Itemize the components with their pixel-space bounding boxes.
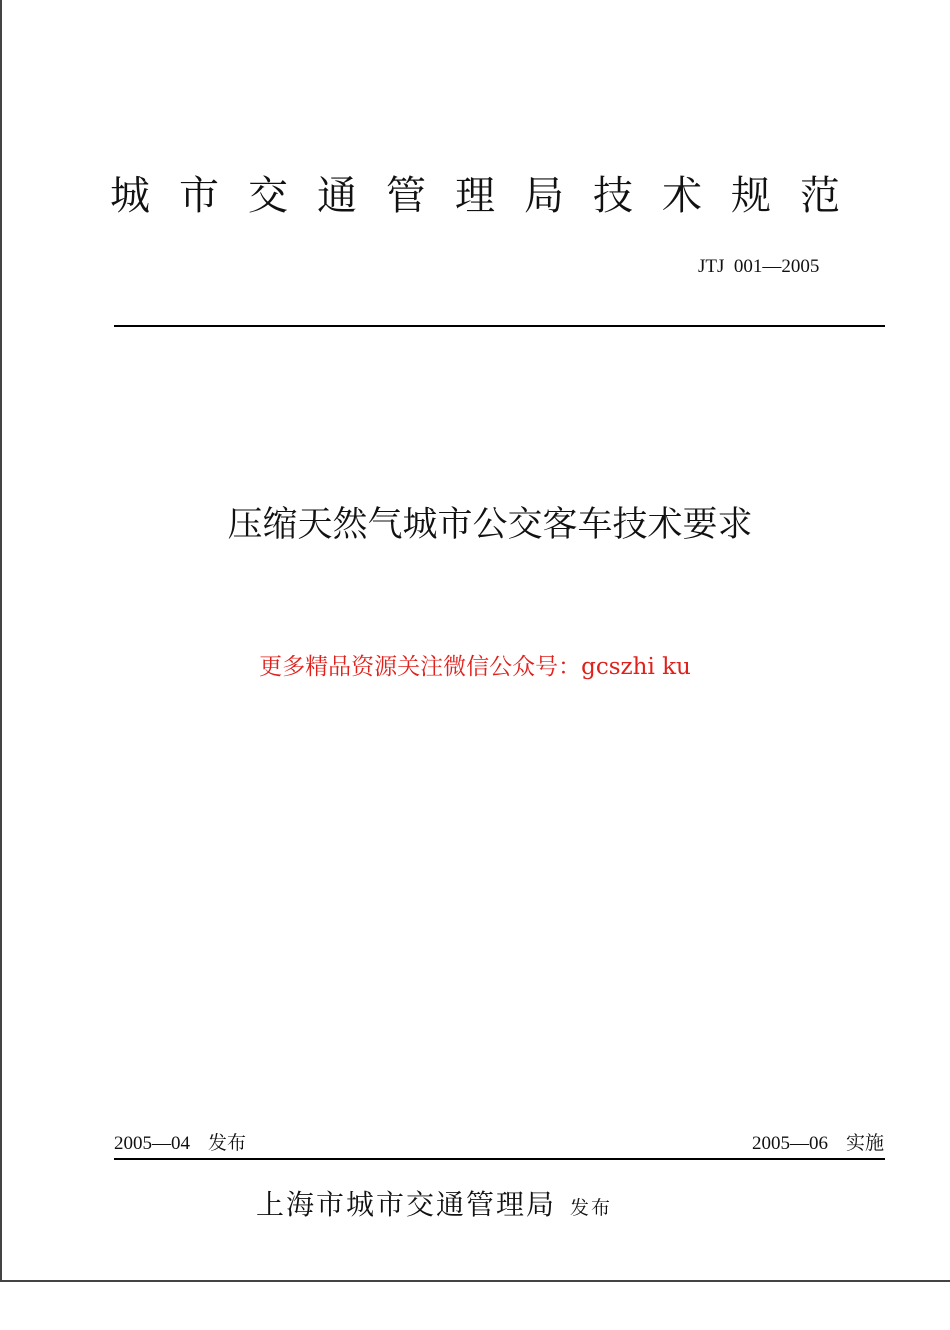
issue-label: 发布 bbox=[208, 1132, 247, 1154]
page-left-border bbox=[0, 0, 2, 1282]
footer-divider bbox=[114, 1158, 885, 1160]
publisher-line bbox=[256, 1186, 612, 1227]
publisher-name: 上海市城市交通管理局 bbox=[256, 1188, 557, 1221]
issue-date: 2005—04 bbox=[114, 1133, 190, 1154]
issue-date-line bbox=[114, 1130, 246, 1157]
standard-code: JTJ 001—2005 bbox=[698, 256, 820, 277]
effective-date-line bbox=[752, 1130, 884, 1157]
document-title: 压缩天然气城市公交客车技术要求 bbox=[227, 505, 753, 545]
effective-label: 实施 bbox=[845, 1132, 884, 1154]
page-bottom-border bbox=[0, 1280, 950, 1282]
effective-date: 2005—06 bbox=[751, 1133, 828, 1154]
promo-text: 更多精品资源关注微信公众号：gcszhi ku bbox=[259, 654, 691, 680]
header-divider bbox=[114, 325, 885, 327]
publisher-action: 发布 bbox=[570, 1197, 613, 1219]
series-title: 城市交通管理局技术规范 bbox=[110, 173, 869, 219]
